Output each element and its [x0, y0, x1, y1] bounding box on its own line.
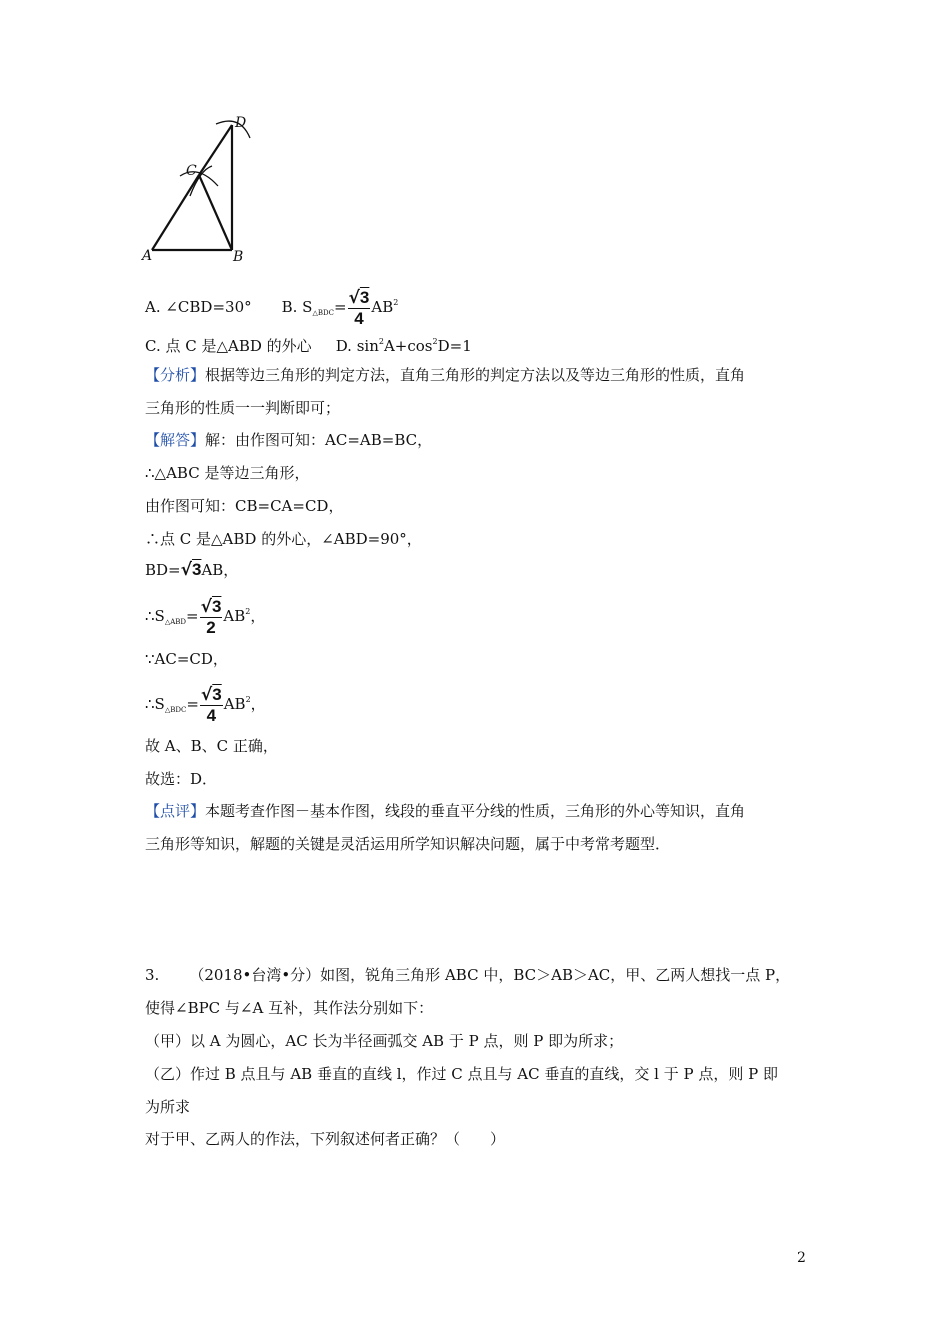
question3-line-2: 使得∠BPC 与∠A 互补，其作法分别如下： — [145, 999, 434, 1017]
solution-line-4: ∴点 C 是△ABD 的外心，∠ABD=90°， — [145, 530, 422, 548]
solution-tag: 【解答】 — [145, 431, 206, 449]
question3-line-3: （甲）以 A 为圆心，AC 长为半径画弧交 AB 于 P 点，则 P 即为所求； — [145, 1032, 624, 1050]
page-number: 2 — [797, 1250, 806, 1266]
comment-line-2: 三角形等知识，解题的关键是灵活运用所学知识解决问题，属于中考常考题型． — [145, 835, 671, 853]
solution-line-2: ∴△ABC 是等边三角形， — [145, 464, 310, 482]
solution-line-6: 故选：D． — [145, 770, 218, 788]
label-d: D — [235, 115, 247, 131]
solution-bd-line: BD=√3AB， — [145, 560, 239, 580]
options-row-cd — [145, 331, 472, 357]
solution-area-bdc: $\therefore S_{\triangle BDC}=$ $\frac{√3}{4}$ $AB^2$， — [145, 685, 266, 725]
question3-line-4: （乙）作过 B 点且与 AB 垂直的直线 l，作过 C 点且与 AC 垂直的直线，交 l 于 P 点，则 P 即 — [145, 1065, 778, 1083]
option-a: A. ∠CBD=30° — [145, 298, 252, 316]
option-d: D. $\sin^2A+\cos^2D=1$ — [335, 337, 472, 355]
analysis-line-1: 【分析】根据等边三角形的判定方法，直角三角形的判定方法以及等边三角形的性质，直角 — [145, 366, 746, 384]
option-b: B. $S_{\triangle BDC}=$ $\frac{√3}{4}$ $AB^2$ — [281, 288, 399, 328]
solution-line-1: 【解答】解：由作图可知：AC=AB=BC， — [145, 431, 433, 449]
option-c: C. 点 C 是△ABD 的外心 — [145, 337, 312, 355]
solution-because: ∵AC=CD， — [145, 650, 228, 668]
triangle-construction-figure — [140, 108, 260, 268]
analysis-tag: 【分析】 — [145, 366, 206, 384]
comment-line-1: 【点评】本题考查作图－基本作图，线段的垂直平分线的性质，三角形的外心等知识，直角 — [145, 802, 746, 820]
label-b: B — [233, 249, 244, 265]
label-a: A — [142, 248, 153, 264]
question3-line-5: 为所求 — [145, 1098, 191, 1116]
label-c: C — [186, 163, 197, 179]
analysis-line-2: 三角形的性质一一判断即可； — [145, 399, 341, 417]
segment-ac — [152, 175, 199, 250]
fraction-root3-over-2: $\frac{√3}{2}$ — [200, 597, 222, 637]
options-row-ab — [145, 289, 398, 327]
segment-bc — [199, 175, 232, 250]
comment-tag: 【点评】 — [145, 802, 206, 820]
solution-line-3: 由作图可知：CB=CA=CD， — [145, 497, 344, 515]
question3-line-6: 对于甲、乙两人的作法，下列叙述何者正确？（ ） — [145, 1130, 506, 1148]
fraction-root3-over-4-b: $\frac{√3}{4}$ — [200, 685, 222, 725]
solution-line-5: 故 A、B、C 正确， — [145, 737, 278, 755]
segment-cd — [199, 125, 232, 175]
question3-number: 3. — [145, 966, 160, 984]
fraction-root3-over-4: $\frac{√3}{4}$ — [348, 288, 370, 328]
solution-area-abd: $\therefore S_{\triangle ABD}=$ $\frac{√3}{2}$ $AB^2$， — [145, 597, 266, 637]
question3-line-1: 3. （2018•台湾•分）如图，锐角三角形 ABC 中，BC＞AB＞AC，甲、乙两人想找一点 P， — [145, 966, 791, 984]
